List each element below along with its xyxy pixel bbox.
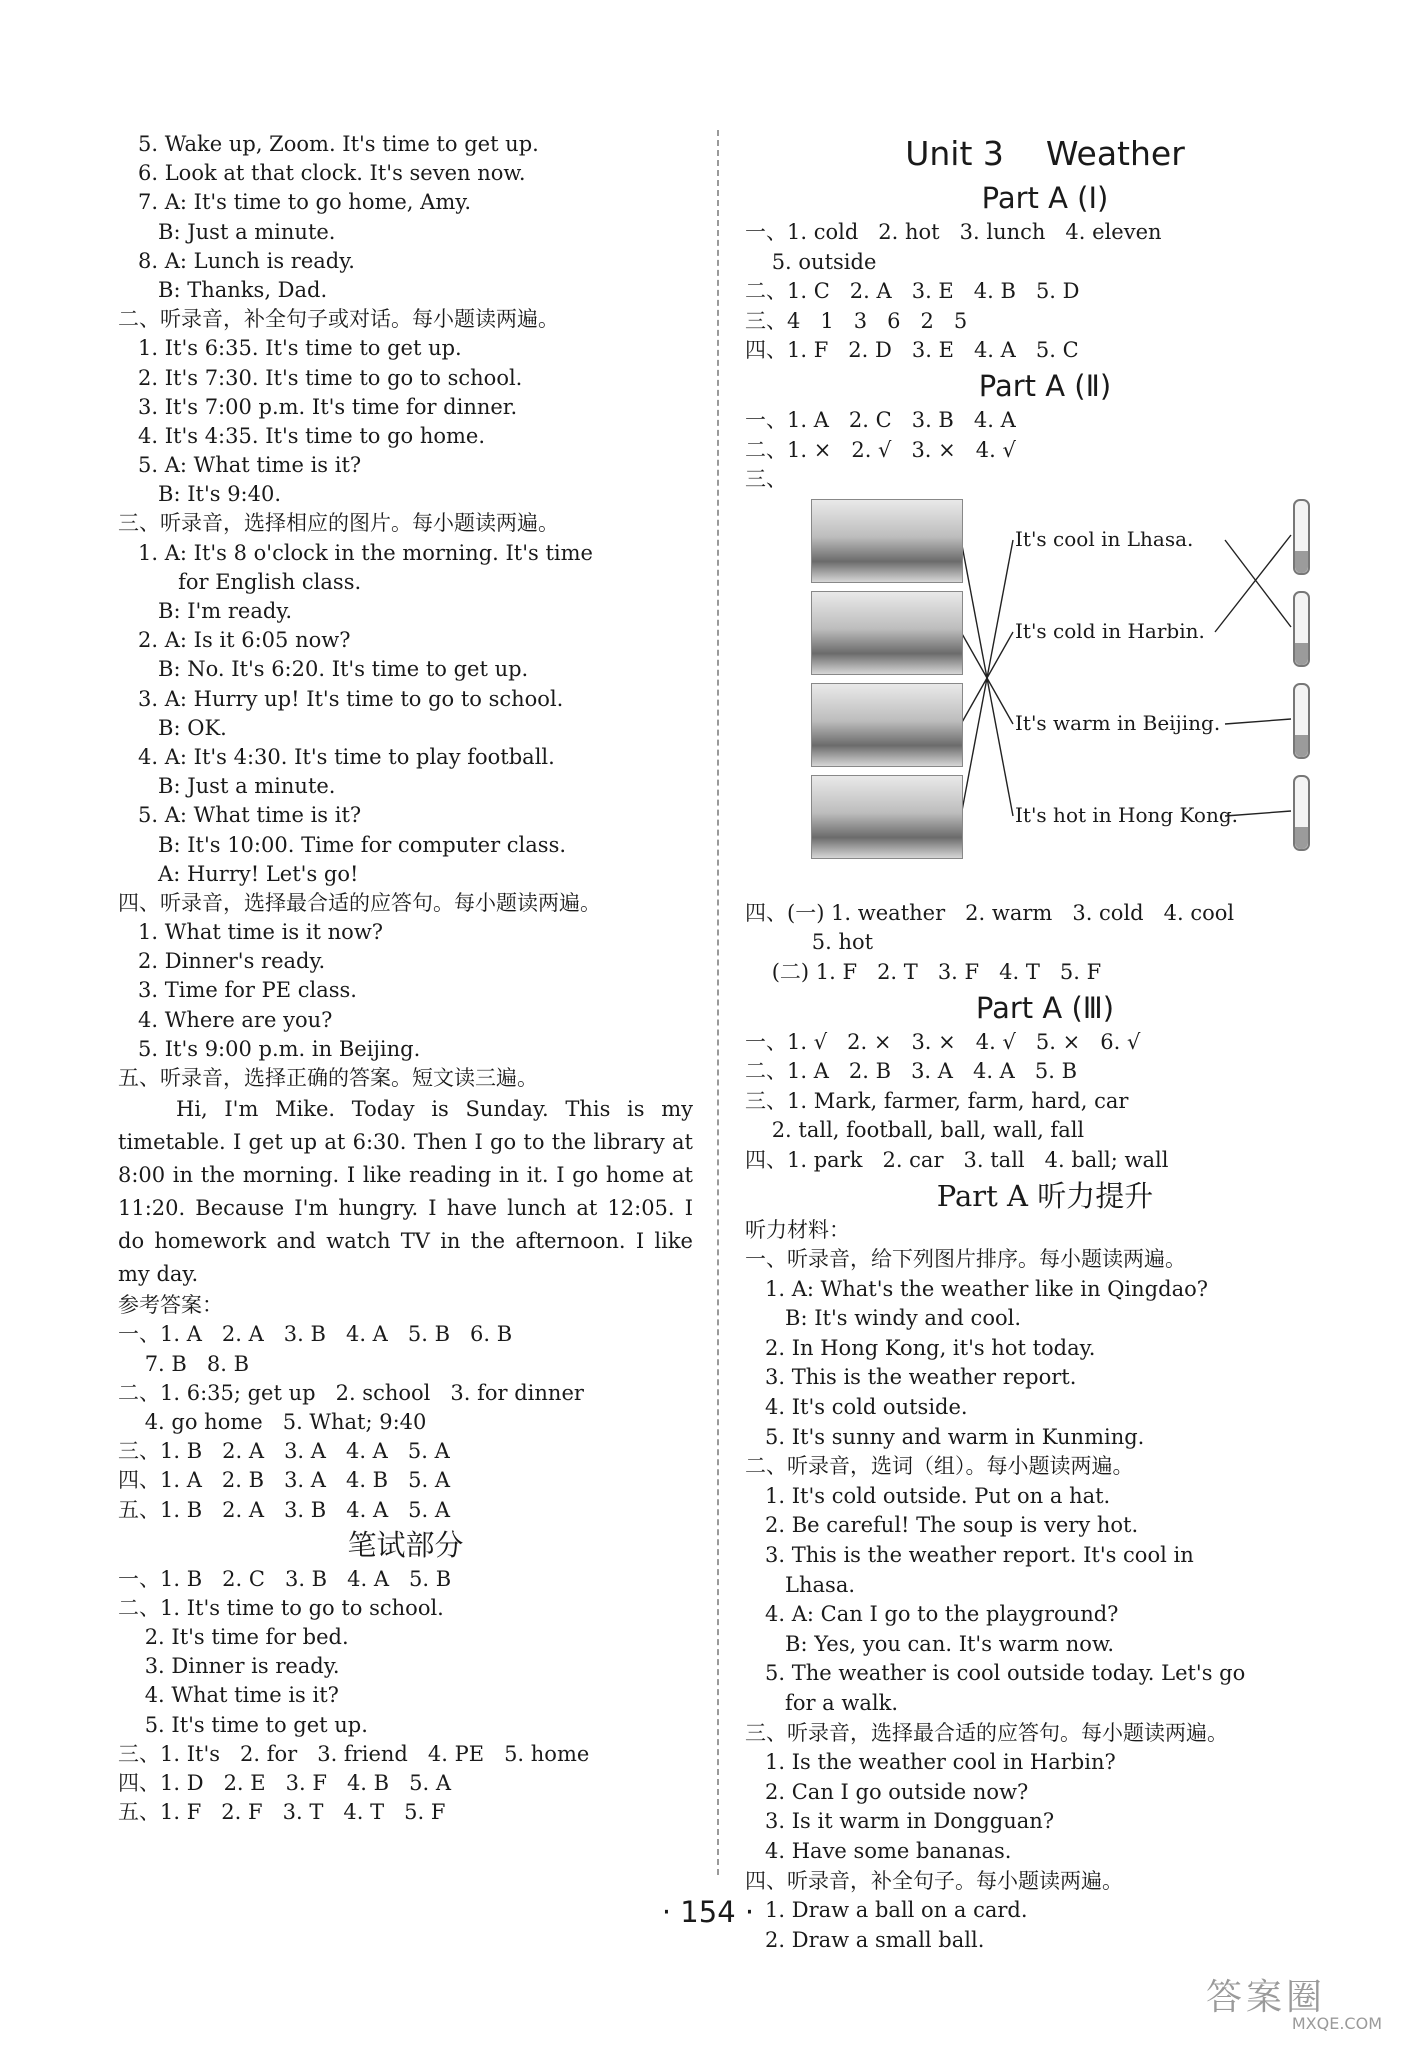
- answer-line: 四、1. A 2. B 3. A 4. B 5. A: [118, 1468, 451, 1493]
- answer-line: 参考答案：: [118, 1293, 223, 1318]
- passage-text: Hi, I'm Mike. Today is Sunday. This is my timetable. I get up at 6:30. Then I go to the library at 8:00 in the morning. I like reading in it. I go home at 11:20. Because I'm hungry. I have lunch at 12:05. I do homework and watch TV in the afternoon. I like my day.: [118, 1097, 693, 1287]
- listening-material-line: 4. It's cold outside.: [745, 1395, 968, 1420]
- listening-material-line: 3. Is it warm in Dongguan?: [745, 1809, 1055, 1834]
- listening-material-line: 5. A: What time is it?: [118, 453, 362, 478]
- listening-material-line: B: It's 10:00. Time for computer class.: [118, 832, 567, 857]
- listening-material-line: 1. A: What's the weather like in Qingdao?: [745, 1276, 1208, 1301]
- written-answer-line: 5. It's time to get up.: [118, 1712, 368, 1737]
- watermark-url: MXQE.COM: [1291, 2014, 1382, 2033]
- listening-material-line: 四、听录音，补全句子。每小题读两遍。: [745, 1868, 1123, 1893]
- answer-line: 三、4 1 3 6 2 5: [745, 308, 968, 333]
- listening-material-line: 听力材料：: [745, 1217, 850, 1242]
- listening-material-line: 3. A: Hurry up! It's time to go to school.: [118, 686, 564, 711]
- listening-material-line: B: No. It's 6:20. It's time to get up.: [118, 657, 529, 682]
- answer-line: 二、1. 6:35; get up 2. school 3. for dinner: [118, 1380, 584, 1405]
- answer-line: 二、1. A 2. B 3. A 4. A 5. B: [745, 1059, 1078, 1084]
- answer-line: 三、: [745, 467, 787, 492]
- thermometer-icon: [1293, 499, 1310, 575]
- answer-line: 二、1. × 2. √ 3. × 4. √: [745, 437, 1016, 462]
- part-title: Part A (Ⅱ): [978, 368, 1112, 403]
- listening-material-line: 4. A: Can I go to the playground?: [745, 1602, 1119, 1627]
- listening-material-line: 1. It's cold outside. Put on a hat.: [745, 1483, 1111, 1508]
- listening-material-line: 2. It's 7:30. It's time to go to school.: [118, 365, 523, 390]
- answer-line: 一、1. A 2. C 3. B 4. A: [745, 407, 1016, 432]
- listening-material-line: 4. It's 4:35. It's time to go home.: [118, 423, 486, 448]
- answer-line: 五、1. B 2. A 3. B 4. A 5. A: [118, 1497, 451, 1522]
- listening-material-line: A: Hurry! Let's go!: [118, 861, 359, 886]
- answer-line: 四、(一) 1. weather 2. warm 3. cold 4. cool: [745, 900, 1235, 925]
- listening-material-line: 4. Have some bananas.: [745, 1838, 1012, 1863]
- listening-material-line: 3. This is the weather report.: [745, 1365, 1077, 1390]
- listening-material-line: 5. The weather is cool outside today. Let's go: [745, 1661, 1246, 1686]
- listening-material-line: B: I'm ready.: [118, 599, 293, 623]
- listening-material-line: 一、听录音，给下列图片排序。每小题读两遍。: [745, 1247, 1186, 1272]
- answer-line: 2. tall, football, ball, wall, fall: [745, 1118, 1085, 1143]
- listening-material-line: B: Yes, you can. It's warm now.: [745, 1631, 1115, 1656]
- listening-material-line: 4. Where are you?: [118, 1007, 333, 1032]
- listening-material-line: 8. A: Lunch is ready.: [118, 248, 355, 273]
- listening-material-line: 3. Time for PE class.: [118, 978, 357, 1003]
- written-answer-line: 2. It's time for bed.: [118, 1625, 349, 1650]
- answer-line: 一、1. A 2. A 3. B 4. A 5. B 6. B: [118, 1322, 513, 1347]
- listening-material-line: 三、听录音，选择相应的图片。每小题读两遍。: [118, 511, 559, 536]
- thermometer-icon: [1293, 775, 1310, 851]
- listening-material-line: 2. Draw a small ball.: [745, 1927, 985, 1952]
- listening-material-line: Lhasa.: [745, 1572, 856, 1597]
- answer-line: 5. hot: [745, 930, 874, 955]
- listening-material-line: 2. A: Is it 6:05 now?: [118, 628, 351, 653]
- listening-material-line: 1. It's 6:35. It's time to get up.: [118, 336, 462, 361]
- written-answer-line: 四、1. D 2. E 3. F 4. B 5. A: [118, 1771, 451, 1795]
- written-answer-line: 一、1. B 2. C 3. B 4. A 5. B: [118, 1566, 452, 1591]
- listening-material-line: 二、听录音，补全句子或对话。每小题读两遍。: [118, 307, 559, 332]
- listening-material-line: B: Thanks, Dad.: [118, 277, 328, 302]
- answer-line: 二、1. C 2. A 3. E 4. B 5. D: [745, 279, 1080, 304]
- matching-sentence: It's cool in Lhasa.: [1015, 526, 1194, 551]
- listening-material-line: for English class.: [118, 569, 362, 594]
- matching-sentence: It's cold in Harbin.: [1015, 618, 1205, 643]
- answer-line: 一、1. √ 2. × 3. × 4. √ 5. × 6. √: [745, 1029, 1141, 1054]
- part-title: Part A (Ⅲ): [975, 990, 1115, 1025]
- answer-line: 4. go home 5. What; 9:40: [118, 1409, 427, 1434]
- answer-line: 7. B 8. B: [118, 1351, 250, 1376]
- listening-material-line: 5. It's sunny and warm in Kunming.: [745, 1424, 1145, 1449]
- written-answer-line: 二、1. It's time to go to school.: [118, 1595, 444, 1620]
- unit-title: Unit 3 Weather: [905, 134, 1185, 173]
- part-title: Part A (Ⅰ): [981, 181, 1109, 215]
- watermark-logo: [1206, 1969, 1386, 2033]
- listening-material-line: 5. Wake up, Zoom. It's time to get up.: [118, 132, 539, 156]
- left-column: [118, 130, 693, 1827]
- matching-exercise: [745, 499, 1345, 899]
- listening-material-line: B: It's windy and cool.: [745, 1306, 1021, 1331]
- listening-material-line: 二、听录音，选词（组）。每小题读两遍。: [745, 1454, 1134, 1479]
- column-divider: [717, 130, 719, 1875]
- listening-material-line: for a walk.: [745, 1691, 898, 1715]
- listening-material-line: 6. Look at that clock. It's seven now.: [118, 161, 526, 186]
- listening-material-line: 五、听录音，选择正确的答案。短文读三遍。: [118, 1066, 538, 1090]
- part-title: Part A 听力提升: [936, 1178, 1154, 1213]
- page-number: · 154 ·: [661, 1895, 755, 1929]
- listening-material-line: 2. In Hong Kong, it's hot today.: [745, 1335, 1096, 1360]
- answer-line: 三、1. Mark, farmer, farm, hard, car: [745, 1088, 1129, 1113]
- listening-material-line: 3. It's 7:00 p.m. It's time for dinner.: [118, 394, 518, 419]
- city-photo: [811, 775, 963, 859]
- listening-material-line: 2. Can I go outside now?: [745, 1779, 1029, 1804]
- listening-material-line: 3. This is the weather report. It's cool in: [745, 1543, 1194, 1568]
- section-heading-written: 笔试部分: [347, 1527, 464, 1562]
- listening-material-line: B: Just a minute.: [118, 219, 336, 244]
- written-answer-line: 4. What time is it?: [118, 1683, 339, 1708]
- city-photo: [811, 591, 963, 675]
- listening-material-line: 三、听录音，选择最合适的应答句。每小题读两遍。: [745, 1720, 1228, 1745]
- listening-material-line: B: Just a minute.: [118, 774, 336, 799]
- city-photo: [811, 499, 963, 583]
- written-answer-line: 三、1. It's 2. for 3. friend 4. PE 5. home: [118, 1741, 590, 1766]
- answer-line: 四、1. F 2. D 3. E 4. A 5. C: [745, 338, 1079, 363]
- answer-line: (二) 1. F 2. T 3. F 4. T 5. F: [745, 959, 1102, 984]
- listening-material-line: 1. A: It's 8 o'clock in the morning. It's time: [118, 540, 593, 565]
- right-column: [745, 130, 1345, 1955]
- matching-sentence: It's hot in Hong Kong.: [1015, 802, 1239, 827]
- watermark-text: 答案圈: [1206, 1977, 1327, 2018]
- listening-material-line: 5. A: What time is it?: [118, 803, 362, 828]
- answer-line: 四、1. park 2. car 3. tall 4. ball; wall: [745, 1147, 1169, 1172]
- listening-material-line: 1. Draw a ball on a card.: [745, 1898, 1028, 1923]
- listening-material-line: 四、听录音，选择最合适的应答句。每小题读两遍。: [118, 890, 601, 915]
- thermometer-icon: [1293, 683, 1310, 759]
- thermometer-icon: [1293, 591, 1310, 667]
- listening-material-line: B: It's 9:40.: [118, 482, 282, 507]
- matching-sentence: It's warm in Beijing.: [1015, 710, 1221, 735]
- listening-material-line: B: OK.: [118, 715, 227, 740]
- answer-line: 一、1. cold 2. hot 3. lunch 4. eleven: [745, 220, 1162, 244]
- city-photo: [811, 683, 963, 767]
- written-answer-line: 五、1. F 2. F 3. T 4. T 5. F: [118, 1800, 446, 1825]
- listening-material-line: 2. Dinner's ready.: [118, 949, 326, 974]
- listening-material-line: 2. Be careful! The soup is very hot.: [745, 1513, 1139, 1538]
- written-answer-line: 3. Dinner is ready.: [118, 1654, 340, 1679]
- answer-line: 5. outside: [745, 249, 877, 274]
- answer-line: 三、1. B 2. A 3. A 4. A 5. A: [118, 1439, 450, 1464]
- listening-material-line: 1. What time is it now?: [118, 920, 384, 945]
- listening-material-line: 7. A: It's time to go home, Amy.: [118, 190, 471, 215]
- listening-material-line: 5. It's 9:00 p.m. in Beijing.: [118, 1036, 421, 1061]
- listening-material-line: 4. A: It's 4:30. It's time to play football.: [118, 744, 555, 769]
- listening-material-line: 1. Is the weather cool in Harbin?: [745, 1750, 1116, 1775]
